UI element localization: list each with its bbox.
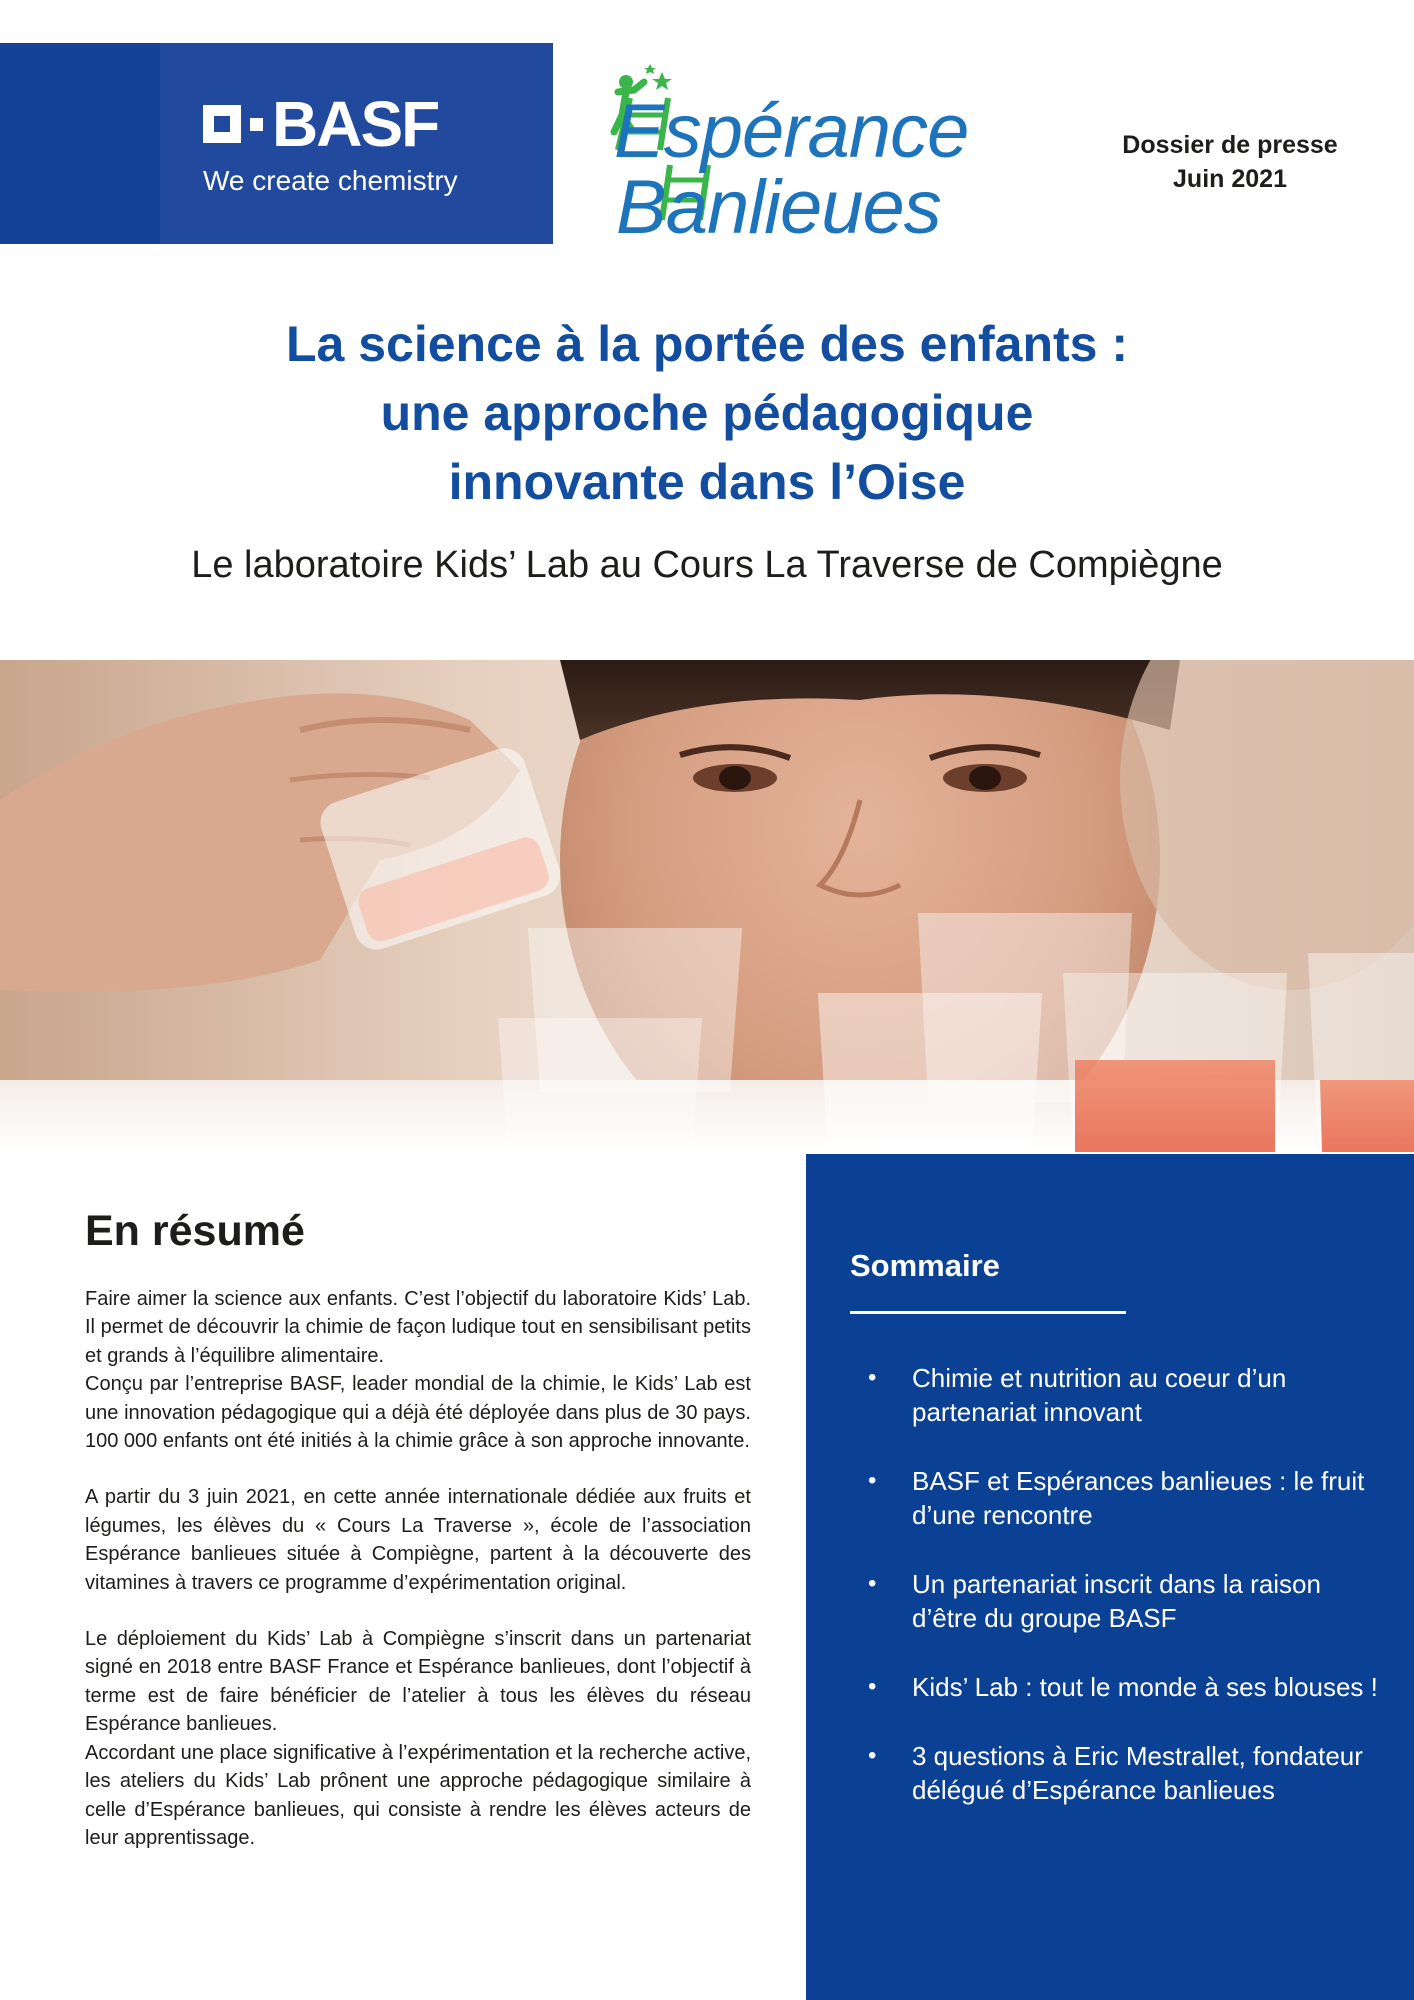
sommaire-item-label: Un partenariat inscrit dans la raison d’être du groupe BASF [912,1569,1321,1633]
basf-square-icon [203,105,241,143]
sommaire-item [850,1464,1390,1532]
press-kit-title: Dossier de presse [1122,131,1338,159]
banlieues-logo-text: Banlieues [616,165,941,250]
hero-photo [0,660,1414,1152]
bullet-icon: • [868,1570,877,1597]
sommaire-item [850,1567,1390,1635]
sommaire-divider [850,1311,1126,1314]
sommaire-item-label: Chimie et nutrition au coeur d’un partenariat innovant [912,1363,1287,1427]
basf-wordmark: BASF [272,88,439,160]
sommaire-list [850,1361,1390,1842]
press-kit-label [1090,128,1370,196]
child-pouring-glass-photo [0,660,1414,1152]
sommaire-item [850,1670,1390,1704]
bullet-icon: • [868,1673,877,1700]
summary-paragraph: Accordant une place significative à l’expérimentation et la recherche active, les ateliers du Kids’ Lab prônent une approche pédagogique similaire à celle d’Espérance banlieues, qui consiste à rendre les élèves acteurs de leur apprentissage. [85,1741,751,1849]
summary-paragraph: Faire aimer la science aux enfants. C’est l’objectif du laboratoire Kids’ Lab. Il permet de découvrir la chimie de façon ludique tout en sensibilisant petits et grands à l’équilibre alimentaire. [85,1288,751,1367]
sommaire-item [850,1739,1390,1807]
subtitle: Le laboratoire Kids’ Lab au Cours La Traverse de Compiègne [191,544,1223,586]
sommaire-item-label: Kids’ Lab : tout le monde à ses blouses ! [912,1672,1378,1702]
summary-paragraph: Conçu par l’entreprise BASF, leader mondial de la chimie, le Kids’ Lab est une innovation pédagogique qui a déjà été déployée dans plus de 30 pays. 100 000 enfants ont été initiés à la chimie grâce à son approche innovante. [85,1373,751,1453]
main-title [0,310,1414,517]
sommaire-item-label: BASF et Espérances banlieues : le fruit d’une rencontre [912,1466,1365,1530]
summary-paragraph: A partir du 3 juin 2021, en cette année internationale dédiée aux fruits et légumes, les élèves du « Cours La Traverse », école de l’association Espérance banlieues située à Compiègne, partent à la découverte des vitamines à travers ce programme d’expérimentation original. [85,1486,751,1594]
bullet-icon: • [868,1467,877,1494]
basf-logo [203,88,439,160]
basf-dot-icon [250,118,263,131]
bullet-icon: • [868,1742,877,1769]
esperance-banlieues-logo [604,60,1034,250]
basf-tagline: We create chemistry [203,165,458,196]
main-title-line-3: innovante dans l’Oise [448,454,966,510]
main-title-line-2: une approche pédagogique [380,385,1034,441]
sommaire-item [850,1361,1390,1429]
esperance-logo-text: Espérance [614,89,969,174]
bullet-icon: • [868,1364,877,1391]
main-title-line-1: La science à la portée des enfants : [286,316,1128,372]
summary-body [85,1285,751,1852]
sommaire-heading: Sommaire [850,1248,1000,1283]
sommaire-panel [806,1154,1414,2000]
press-kit-date: Juin 2021 [1173,165,1287,193]
summary-paragraph: Le déploiement du Kids’ Lab à Compiègne s’inscrit dans un partenariat signé en 2018 entre BASF France et Espérance banlieues, dont l’objectif à terme est de faire bénéficier de l’atelier à tous les élèves du réseau Espérance banlieues. [85,1628,751,1736]
summary-heading: En résumé [85,1207,305,1255]
sommaire-item-label: 3 questions à Eric Mestrallet, fondateur délégué d’Espérance banlieues [912,1741,1363,1805]
